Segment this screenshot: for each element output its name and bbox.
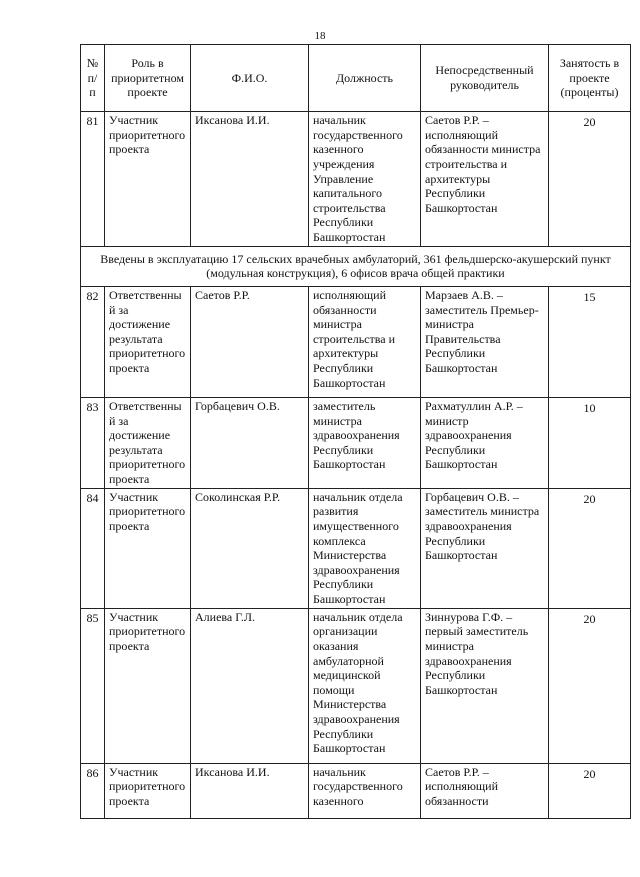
header-name: Ф.И.О. <box>191 45 309 112</box>
row-supervisor: Саетов Р.Р. – исполняющий обязанности министра строительства и архитектуры Республики Башкортостан <box>421 112 549 247</box>
row-number: 82 <box>81 286 105 397</box>
page-number: 18 <box>314 30 326 42</box>
row-role: Ответственный за достижение результата приоритетного проекта <box>105 286 191 397</box>
project-staff-table <box>80 44 631 819</box>
section-row <box>81 246 631 286</box>
row-supervisor: Зиннурова Г.Ф. – первый заместитель министра здравоохранения Республики Башкортостан <box>421 608 549 763</box>
header-supervisor: Непосредственный руководитель <box>421 45 549 112</box>
row-supervisor: Рахматуллин А.Р. – министр здравоохранения Республики Башкортостан <box>421 397 549 488</box>
row-number: 83 <box>81 397 105 488</box>
row-position: заместитель министра здравоохранения Республики Башкортостан <box>309 397 421 488</box>
row-number: 81 <box>81 112 105 247</box>
table-row <box>81 608 631 763</box>
row-name: Алиева Г.Л. <box>191 608 309 763</box>
table-row <box>81 397 631 488</box>
header-position: Должность <box>309 45 421 112</box>
row-percent: 20 <box>549 608 631 763</box>
row-supervisor: Саетов Р.Р. – исполняющий обязанности <box>421 763 549 818</box>
row-position: исполняющий обязанности министра строительства и архитектуры Республики Башкортостан <box>309 286 421 397</box>
row-supervisor: Марзаев А.В. – заместитель Премьер-министра Правительства Республики Башкортостан <box>421 286 549 397</box>
table-row <box>81 763 631 818</box>
row-role: Участник приоритетного проекта <box>105 112 191 247</box>
row-role: Участник приоритетного проекта <box>105 763 191 818</box>
section-note: Введены в эксплуатацию 17 сельских врачебных амбулаторий, 361 фельдшерско-акушерский пункт (модульная конструкция), 6 офисов врача общей практики <box>81 246 631 286</box>
row-name: Саетов Р.Р. <box>191 286 309 397</box>
row-number: 85 <box>81 608 105 763</box>
row-name: Соколинская Р.Р. <box>191 488 309 608</box>
row-supervisor: Горбацевич О.В. – заместитель министра здравоохранения Республики Башкортостан <box>421 488 549 608</box>
row-percent: 15 <box>549 286 631 397</box>
table-header-row <box>81 45 631 112</box>
row-percent: 20 <box>549 488 631 608</box>
table-row <box>81 286 631 397</box>
table-row <box>81 488 631 608</box>
row-percent: 20 <box>549 112 631 247</box>
row-position: начальник отдела организации оказания амбулаторной медицинской помощи Министерства здравоохранения Республики Башкортостан <box>309 608 421 763</box>
row-name: Иксанова И.И. <box>191 763 309 818</box>
header-role: Роль в приоритетном проекте <box>105 45 191 112</box>
table-row <box>81 112 631 247</box>
row-role: Участник приоритетного проекта <box>105 608 191 763</box>
row-name: Горбацевич О.В. <box>191 397 309 488</box>
row-position: начальник отдела развития имущественного комплекса Министерства здравоохранения Республики Башкортостан <box>309 488 421 608</box>
header-number: № п/п <box>81 45 105 112</box>
row-role: Ответственный за достижение результата приоритетного проекта <box>105 397 191 488</box>
row-name: Иксанова И.И. <box>191 112 309 247</box>
header-percent: Занятость в проекте (проценты) <box>549 45 631 112</box>
row-number: 86 <box>81 763 105 818</box>
row-percent: 10 <box>549 397 631 488</box>
row-number: 84 <box>81 488 105 608</box>
row-percent: 20 <box>549 763 631 818</box>
row-position: начальник государственного казенного учреждения Управление капитального строительства Республики Башкортостан <box>309 112 421 247</box>
row-position: начальник государственного казенного <box>309 763 421 818</box>
row-role: Участник приоритетного проекта <box>105 488 191 608</box>
